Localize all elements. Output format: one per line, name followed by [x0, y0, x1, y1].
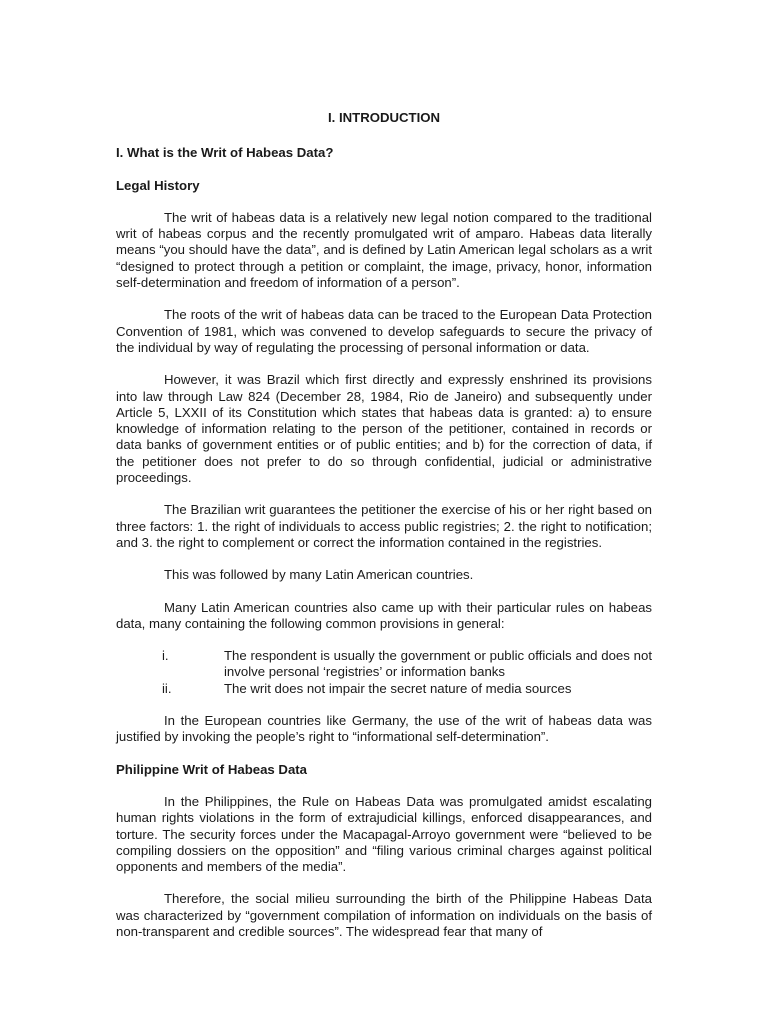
list-item: [116, 648, 652, 681]
paragraph: Many Latin American countries also came up with their particular rules on habeas data, many containing the following common provisions in general:: [116, 599, 652, 631]
document-page: [116, 110, 652, 956]
philippine-writ-heading: Philippine Writ of Habeas Data: [116, 761, 308, 777]
legal-history-heading: Legal History: [116, 177, 200, 193]
paragraph: In the European countries like Germany, the use of the writ of habeas data was justified by invoking the people’s right to “informational self-determination”.: [116, 713, 652, 745]
paragraph: Therefore, the social milieu surrounding the birth of the Philippine Habeas Data was characterized by “government compilation of information on individuals on the basis of non-transparent and credible sources”. The widespread fear that many of: [116, 891, 652, 939]
list-item: [116, 681, 652, 697]
provisions-list: [116, 648, 652, 697]
paragraph: This was followed by many Latin American countries.: [164, 567, 474, 583]
paragraph: In the Philippines, the Rule on Habeas Data was promulgated amidst escalating human rights violations in the form of extrajudicial killings, enforced disappearances, and torture. The security forces under the Macapagal-Arroyo government were “believed to be compiling dossiers on the opposition” and “filing various criminal charges against political opponents and members of the media”.: [116, 793, 652, 875]
paragraph: The Brazilian writ guarantees the petitioner the exercise of his or her right based on three factors: 1. the right of individuals to access public registries; 2. the right to notification; and 3. the right to complement or correct the information contained in the registries.: [116, 502, 652, 550]
list-item-number: i.: [162, 648, 169, 664]
question-heading: I. What is the Writ of Habeas Data?: [116, 145, 334, 161]
paragraph: The roots of the writ of habeas data can be traced to the European Data Protection Convention of 1981, which was convened to develop safeguards to secure the privacy of the individual by way of regulating the processing of personal information or data.: [116, 307, 652, 355]
list-item-number: ii.: [162, 680, 172, 696]
paragraph: The writ of habeas data is a relatively new legal notion compared to the traditional writ of habeas corpus and the recently promulgated writ of amparo. Habeas data literally means “you should have the data”, and is defined by Latin American legal scholars as a writ “designed to protect through a petition or complaint, the image, privacy, honor, information self-determination and freedom of information of a person”.: [116, 209, 652, 291]
list-item-text: The respondent is usually the government or public officials and does not involve personal ‘registries’ or information banks: [224, 648, 652, 680]
list-item-text: The writ does not impair the secret nature of media sources: [224, 680, 572, 696]
document-title: I. INTRODUCTION: [327, 110, 441, 125]
paragraph: However, it was Brazil which first directly and expressly enshrined its provisions into law through Law 824 (December 28, 1984, Rio de Janeiro) and subsequently under Article 5, LXXII of its Constitution which states that habeas data is granted: a) to ensure knowledge of information relating to the person of the petitioner, contained in records or data banks of government entities or of public entities; and b) for the correction of data, if the petitioner does not prefer to do so through confidential, judicial or administrative proceedings.: [116, 372, 652, 486]
